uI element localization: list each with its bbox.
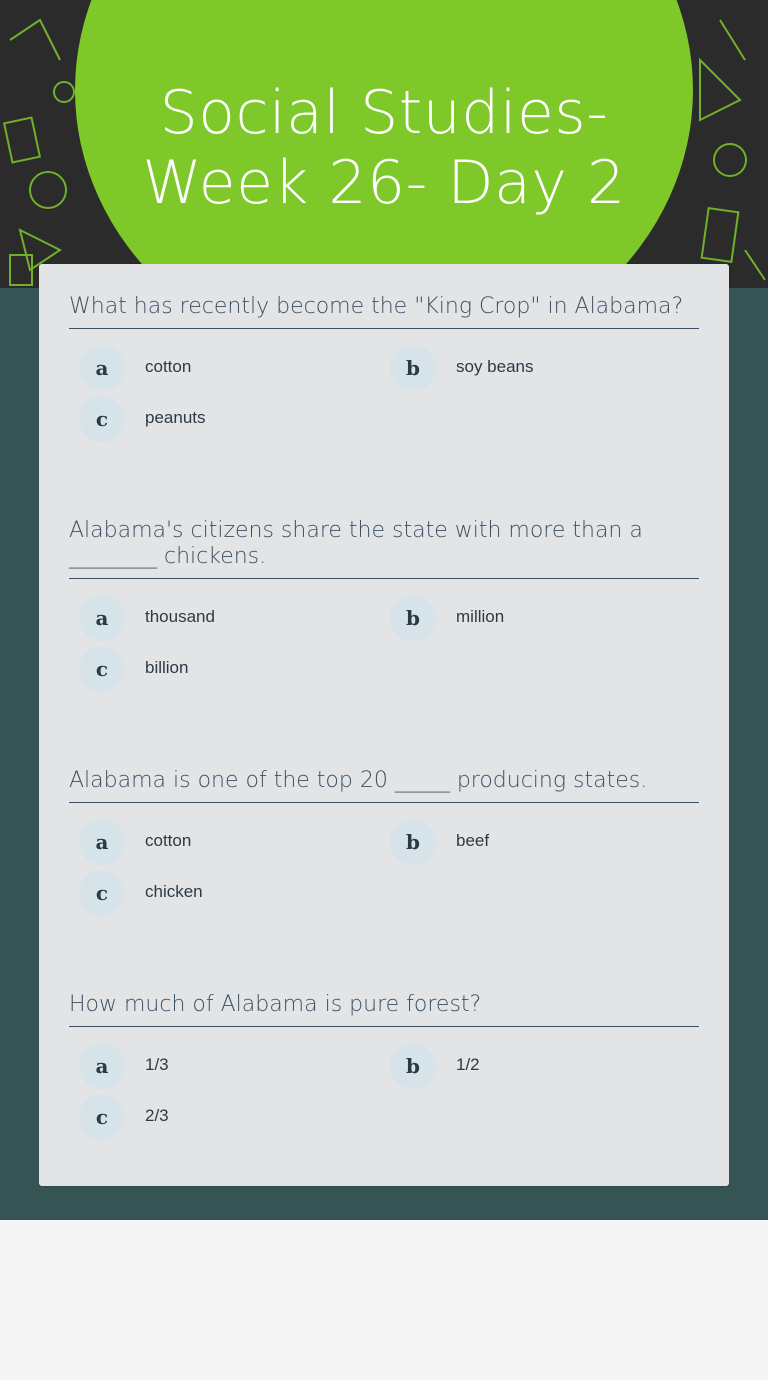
- option-letter-badge: a: [79, 595, 125, 641]
- answer-option-a[interactable]: [69, 595, 369, 641]
- answer-options: [69, 595, 699, 705]
- option-label: soy beans: [456, 357, 534, 376]
- option-label: thousand: [145, 607, 215, 626]
- option-letter-badge: a: [79, 819, 125, 865]
- answer-option-b[interactable]: [380, 819, 680, 865]
- option-letter-badge: c: [79, 1094, 125, 1140]
- answer-option-c[interactable]: [69, 1094, 369, 1140]
- option-label: 2/3: [145, 1106, 169, 1125]
- quiz-card: [39, 264, 729, 1186]
- question-3: [69, 768, 699, 929]
- answer-option-a[interactable]: [69, 1043, 369, 1089]
- question-text: Alabama is one of the top 20 _____ producing states.: [69, 768, 699, 803]
- question-4: [69, 992, 699, 1153]
- answer-option-b[interactable]: [380, 595, 680, 641]
- header-banner: [0, 0, 768, 288]
- answer-option-b[interactable]: [380, 345, 680, 391]
- answer-option-a[interactable]: [69, 345, 369, 391]
- option-label: peanuts: [145, 408, 206, 427]
- option-letter-badge: a: [79, 1043, 125, 1089]
- option-letter-badge: b: [390, 595, 436, 641]
- answer-options: [69, 819, 699, 929]
- option-letter-badge: c: [79, 646, 125, 692]
- option-letter-badge: b: [390, 1043, 436, 1089]
- option-letter-badge: b: [390, 819, 436, 865]
- answer-option-a[interactable]: [69, 819, 369, 865]
- question-2: [69, 518, 699, 705]
- option-label: beef: [456, 831, 490, 850]
- option-label: 1/2: [456, 1055, 480, 1074]
- question-text: How much of Alabama is pure forest?: [69, 992, 699, 1027]
- option-label: billion: [145, 658, 189, 677]
- title-line-2: Week 26- Day 2: [142, 148, 626, 218]
- option-label: 1/3: [145, 1055, 169, 1074]
- answer-option-c[interactable]: [69, 646, 369, 692]
- question-text: What has recently become the "King Crop" in Alabama?: [69, 294, 699, 329]
- answer-option-c[interactable]: [69, 870, 369, 916]
- option-label: cotton: [145, 357, 192, 376]
- option-label: million: [456, 607, 505, 626]
- option-letter-badge: a: [79, 345, 125, 391]
- answer-option-b[interactable]: [380, 1043, 680, 1089]
- option-letter-badge: c: [79, 396, 125, 442]
- question-1: [69, 294, 699, 455]
- option-label: cotton: [145, 831, 192, 850]
- answer-option-c[interactable]: [69, 396, 369, 442]
- page-title: [84, 78, 684, 218]
- answer-options: [69, 1043, 699, 1153]
- answer-options: [69, 345, 699, 455]
- option-letter-badge: c: [79, 870, 125, 916]
- question-text: Alabama's citizens share the state with more than a ________ chickens.: [69, 518, 699, 579]
- option-letter-badge: b: [390, 345, 436, 391]
- title-line-1: Social Studies-: [159, 78, 609, 148]
- option-label: chicken: [145, 882, 203, 901]
